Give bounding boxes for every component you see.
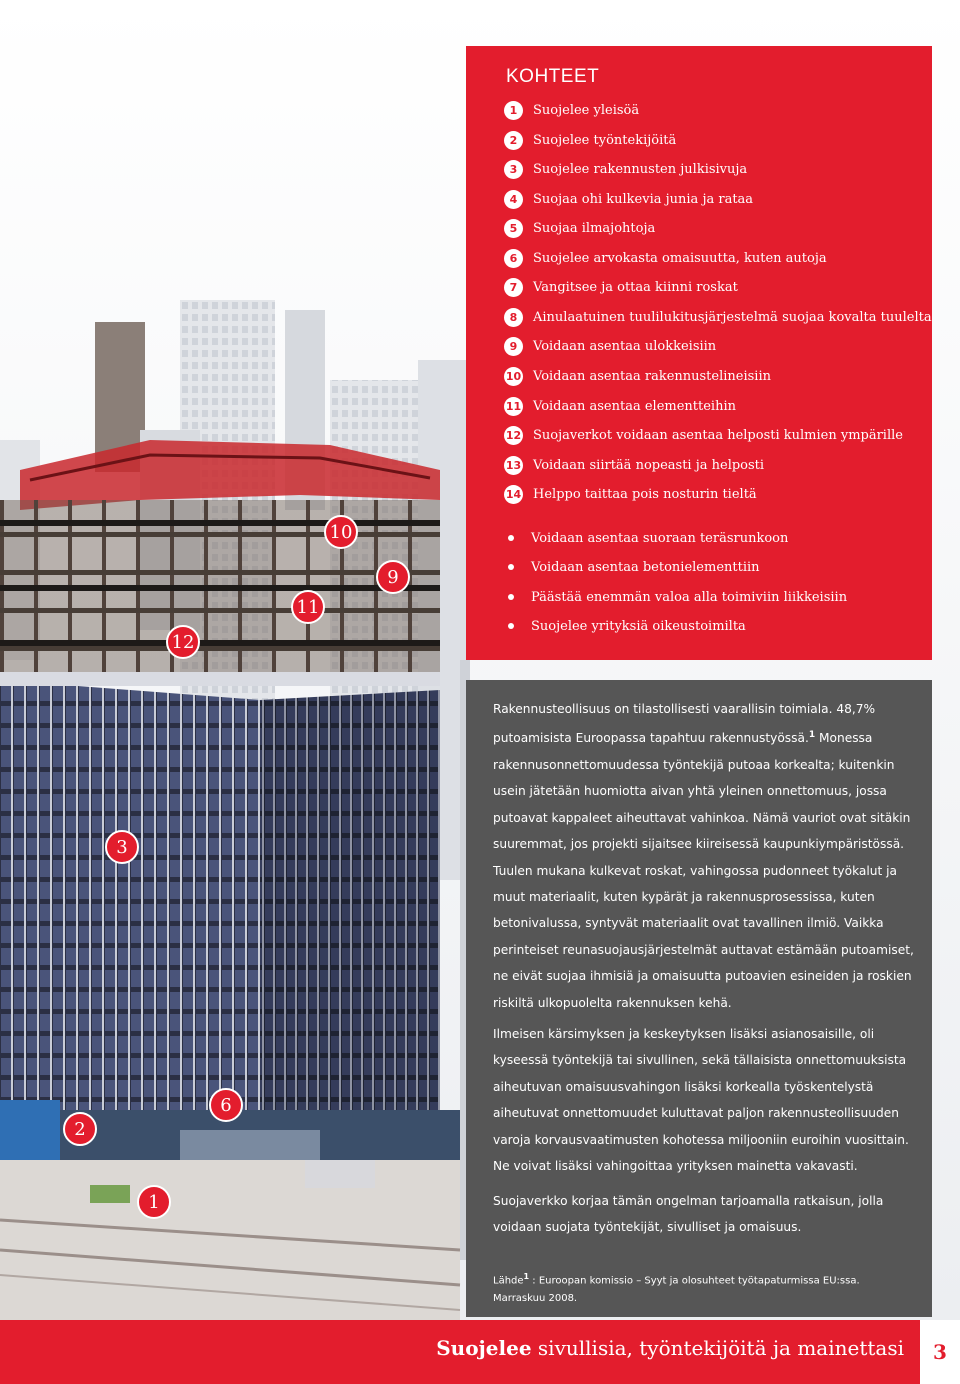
page-footer bbox=[0, 1320, 960, 1384]
objective-item bbox=[504, 454, 764, 476]
objective-item bbox=[504, 395, 736, 417]
number-badge: 8 bbox=[504, 308, 523, 327]
marker-12: 12 bbox=[166, 625, 200, 659]
number-badge: 1 bbox=[504, 101, 523, 120]
objective-text: Suojaa ohi kulkevia junia ja rataa bbox=[533, 191, 754, 207]
objective-item bbox=[504, 188, 753, 210]
objectives-panel bbox=[466, 46, 932, 660]
footnote-text: : Euroopan komissio – Syyt ja olosuhteet työtapaturmissa EU:ssa. Marraskuu 2008. bbox=[493, 1275, 860, 1305]
footer-title-strong: Suojelee bbox=[436, 1336, 532, 1360]
objective-item bbox=[504, 217, 655, 239]
number-badge: 3 bbox=[504, 160, 523, 179]
bullet-item bbox=[504, 556, 760, 578]
objective-item bbox=[504, 335, 716, 357]
number-badge: 6 bbox=[504, 249, 523, 268]
bullet-item bbox=[504, 586, 847, 608]
footer-title bbox=[436, 1336, 904, 1360]
marker-1: 1 bbox=[137, 1185, 171, 1219]
footnote bbox=[493, 1268, 913, 1308]
number-badge: 12 bbox=[504, 426, 523, 445]
marker-10: 10 bbox=[324, 515, 358, 549]
objective-item bbox=[504, 365, 771, 387]
objective-item bbox=[504, 483, 757, 505]
page-number: 3 bbox=[920, 1320, 960, 1384]
bullet-icon bbox=[508, 623, 514, 629]
objective-text: Suojaa ilmajohtoja bbox=[533, 220, 656, 236]
objective-item bbox=[504, 158, 747, 180]
number-badge: 13 bbox=[504, 456, 523, 475]
bullet-icon bbox=[508, 535, 514, 541]
objective-text: Voidaan asentaa rakennustelineisiin bbox=[533, 368, 771, 384]
objective-item bbox=[504, 247, 827, 269]
bullet-text: Voidaan asentaa betonielementtiin bbox=[531, 559, 760, 575]
objective-text: Suojelee työntekijöitä bbox=[533, 132, 677, 148]
marker-2: 2 bbox=[63, 1112, 97, 1146]
number-badge: 5 bbox=[504, 219, 523, 238]
footnote-number: 1 bbox=[523, 1272, 530, 1281]
bullet-text: Päästää enemmän valoa alla toimiviin liikkeisiin bbox=[531, 589, 848, 605]
bullet-icon bbox=[508, 564, 514, 570]
number-badge: 10 bbox=[504, 367, 523, 386]
bullet-text: Voidaan asentaa suoraan teräsrunkoon bbox=[531, 530, 789, 546]
number-badge: 7 bbox=[504, 278, 523, 297]
number-badge: 11 bbox=[504, 397, 523, 416]
objectives-title: KOHTEET bbox=[506, 66, 600, 87]
objective-text: Ainulaatuinen tuulilukitusjärjestelmä suojaa kovalta tuulelta bbox=[533, 309, 932, 325]
objective-item bbox=[504, 276, 738, 298]
objective-item bbox=[504, 129, 676, 151]
marker-11: 11 bbox=[291, 590, 325, 624]
marker-6: 6 bbox=[209, 1088, 243, 1122]
number-badge: 14 bbox=[504, 485, 523, 504]
objective-item bbox=[504, 99, 639, 121]
body-text-panel bbox=[466, 680, 932, 1317]
bullet-text: Suojelee yrityksiä oikeustoimilta bbox=[531, 618, 746, 634]
footer-title-rest: sivullisia, työntekijöitä ja mainettasi bbox=[531, 1336, 904, 1360]
objective-text: Voidaan siirtää nopeasti ja helposti bbox=[533, 457, 765, 473]
bullet-item bbox=[504, 527, 788, 549]
objective-text: Voidaan asentaa ulokkeisiin bbox=[533, 338, 717, 354]
objective-text: Suojelee yleisöä bbox=[533, 102, 640, 118]
paragraph-3: Suojaverkko korjaa tämän ongelman tarjoamalla ratkaisun, jolla voidaan suojata työntekijät, sivulliset ja omaisuus. bbox=[493, 1194, 884, 1235]
objective-item bbox=[504, 424, 903, 446]
number-badge: 4 bbox=[504, 190, 523, 209]
paragraph-2: Ilmeisen kärsimyksen ja keskeytyksen lisäksi asianosaisille, oli kyseessä työntekijä tai sivullinen, sekä tällaisista onnettomuuksista aiheutuvan omaisuusvahingon lisäksi korkealla työskentelystä aiheutuvat onnettomuudet kuluttavat paljon rakennusteollisuuden varoja korvausvaatimusten kohotessa miljooniin euroihin vuosittain. Ne voivat lisäksi vahingoittaa yrityksen mainetta vakavasti. bbox=[493, 1027, 909, 1174]
paragraph-1-rest: Monessa rakennusonnettomuudessa työntekijä putoaa korkealta; kuitenkin usein jätetään huomiotta aivan yhtä yleinen onnettomuus, jossa putoavat kappaleet aiheuttavat vahinkoa. Nämä vauriot ovat sitäkin suuremmat, jos projekti sijaitsee kiireisessä kaupunkiympäristössä. Tuulen mukana kulkevat roskat, vahingossa pudonneet työkalut ja muut materiaalit, kuten kypärät ja rakennusprosessissa, kuten betonivalussa, syntyvät materiaalit ovat tavallinen ilmiö. Vaikka perinteiset reunasuojausjärjestelmät auttavat estämään putoamiset, ne eivät suojaa ihmisiä ja omaisuutta putoavien esineiden ja roskien riskiltä ulkopuolelta rakennuksen kehä. bbox=[493, 731, 914, 1010]
objective-text: Helppo taittaa pois nosturin tieltä bbox=[533, 486, 757, 502]
objective-text: Vangitsee ja ottaa kiinni roskat bbox=[533, 279, 738, 295]
number-badge: 9 bbox=[504, 337, 523, 356]
paragraph-1 bbox=[493, 696, 918, 1016]
objective-text: Suojelee rakennusten julkisivuja bbox=[533, 161, 748, 177]
footnote-label: Lähde bbox=[493, 1275, 524, 1287]
footnote-ref: 1 bbox=[808, 730, 816, 741]
objective-text: Suojaverkot voidaan asentaa helposti kulmien ympärille bbox=[533, 427, 903, 443]
number-badge: 2 bbox=[504, 131, 523, 150]
objective-item bbox=[504, 306, 932, 328]
objective-text: Suojelee arvokasta omaisuutta, kuten autoja bbox=[533, 250, 827, 266]
paragraph-1-start: Rakennusteollisuus on tilastollisesti vaarallisin toimiala. 48,7% putoamisista Euroopassa tapahtuu rakennustyössä. bbox=[493, 702, 876, 746]
marker-3: 3 bbox=[105, 830, 139, 864]
objective-text: Voidaan asentaa elementteihin bbox=[533, 398, 736, 414]
bullet-icon bbox=[508, 594, 514, 600]
bullet-item bbox=[504, 615, 746, 637]
marker-9: 9 bbox=[376, 560, 410, 594]
